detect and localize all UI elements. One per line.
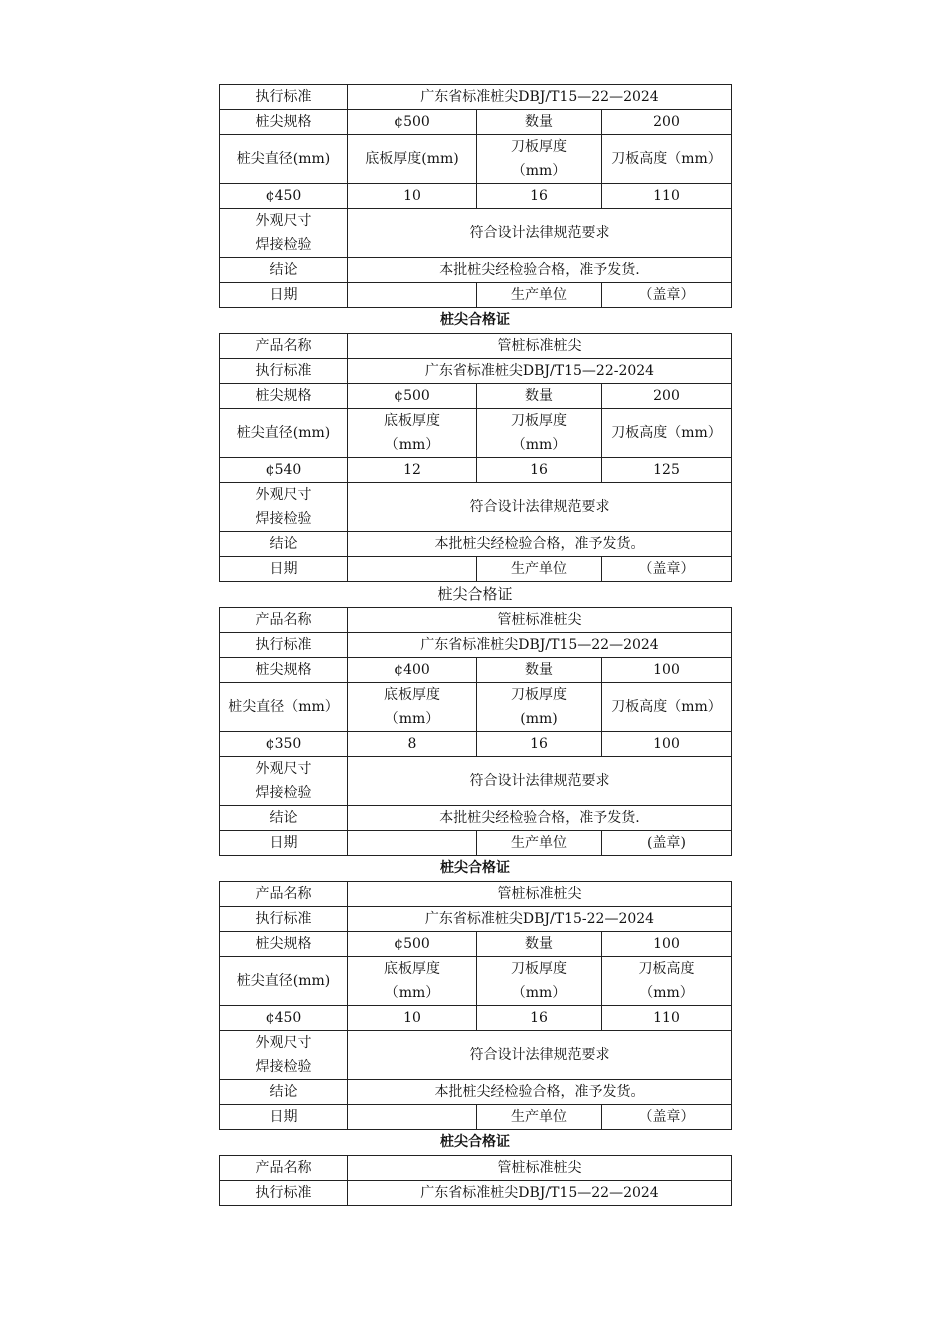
blade-thickness-header: 刀板厚度 （mm）	[477, 409, 602, 458]
date-value	[348, 283, 477, 308]
appearance-label: 外观尺寸 焊接检验	[220, 483, 348, 532]
spec-row	[220, 110, 732, 135]
product-row	[220, 882, 732, 907]
product-row	[220, 334, 732, 359]
product-value: 管桩标准桩尖	[348, 608, 732, 633]
date-value	[348, 1105, 477, 1130]
diameter-value: ¢540	[220, 458, 348, 483]
appearance-label: 外观尺寸 焊接检验	[220, 209, 348, 258]
quantity-value: 200	[602, 384, 732, 409]
conclusion-label: 结论	[220, 532, 348, 557]
appearance-value: 符合设计法律规范要求	[348, 483, 732, 532]
standard-row	[220, 633, 732, 658]
certificate-title: 桩尖合格证	[440, 1134, 510, 1150]
base-thickness-value: 8	[348, 732, 477, 757]
quantity-value: 100	[602, 658, 732, 683]
standard-value: 广东省标准桩尖DBJ/T15—22—2024	[348, 1181, 732, 1206]
spec-label: 桩尖规格	[220, 932, 348, 957]
blade-height-value: 110	[602, 184, 732, 209]
blade-height-value: 100	[602, 732, 732, 757]
manufacturer-label: 生产单位	[477, 557, 602, 582]
blade-height-value: 125	[602, 458, 732, 483]
conclusion-value: 本批桩尖经检验合格，准予发货。	[348, 532, 732, 557]
base-thickness-header: 底板厚度(mm)	[348, 135, 477, 184]
standard-row	[220, 359, 732, 384]
product-value: 管桩标准桩尖	[348, 1156, 732, 1181]
spec-row	[220, 658, 732, 683]
certificate-sheet	[219, 84, 731, 1206]
quantity-label: 数量	[477, 384, 602, 409]
quantity-value: 100	[602, 932, 732, 957]
certificate-table	[219, 84, 732, 308]
certificate-table	[219, 1155, 732, 1206]
dimension-header-row	[220, 683, 732, 732]
base-thickness-header: 底板厚度 （mm）	[348, 957, 477, 1006]
conclusion-label: 结论	[220, 806, 348, 831]
standard-label: 执行标准	[220, 633, 348, 658]
standard-label: 执行标准	[220, 1181, 348, 1206]
seal-value: （盖章）	[602, 1105, 732, 1130]
conclusion-row	[220, 806, 732, 831]
spec-row	[220, 384, 732, 409]
appearance-row	[220, 1031, 732, 1080]
dimension-header-row	[220, 957, 732, 1006]
diameter-value: ¢450	[220, 184, 348, 209]
blade-thickness-value: 16	[477, 732, 602, 757]
diameter-header: 桩尖直径（mm）	[220, 683, 348, 732]
diameter-header: 桩尖直径(mm)	[220, 135, 348, 184]
blade-thickness-value: 16	[477, 184, 602, 209]
conclusion-value: 本批桩尖经检验合格，准予发货。	[348, 1080, 732, 1105]
standard-row	[220, 85, 732, 110]
date-row	[220, 1105, 732, 1130]
spec-value: ¢500	[348, 932, 477, 957]
blade-height-header: 刀板高度（mm）	[602, 135, 732, 184]
diameter-value: ¢450	[220, 1006, 348, 1031]
appearance-value: 符合设计法律规范要求	[348, 757, 732, 806]
standard-value: 广东省标准桩尖DBJ/T15—22-2024	[348, 359, 732, 384]
appearance-label: 外观尺寸 焊接检验	[220, 1031, 348, 1080]
certificate-table	[219, 607, 732, 856]
quantity-label: 数量	[477, 658, 602, 683]
manufacturer-label: 生产单位	[477, 831, 602, 856]
date-value	[348, 557, 477, 582]
base-thickness-value: 12	[348, 458, 477, 483]
manufacturer-label: 生产单位	[477, 1105, 602, 1130]
blade-height-value: 110	[602, 1006, 732, 1031]
diameter-value: ¢350	[220, 732, 348, 757]
conclusion-row	[220, 258, 732, 283]
spec-label: 桩尖规格	[220, 110, 348, 135]
date-row	[220, 557, 732, 582]
product-label: 产品名称	[220, 1156, 348, 1181]
spec-label: 桩尖规格	[220, 384, 348, 409]
dimension-value-row	[220, 184, 732, 209]
blade-height-header: 刀板高度 （mm）	[602, 957, 732, 1006]
dimension-header-row	[220, 409, 732, 458]
product-label: 产品名称	[220, 882, 348, 907]
appearance-value: 符合设计法律规范要求	[348, 209, 732, 258]
spec-value: ¢500	[348, 110, 477, 135]
base-thickness-value: 10	[348, 1006, 477, 1031]
date-value	[348, 831, 477, 856]
standard-value: 广东省标准桩尖DBJ/T15—22—2024	[348, 85, 732, 110]
conclusion-value: 本批桩尖经检验合格，准予发货.	[348, 806, 732, 831]
blade-height-header: 刀板高度（mm）	[602, 683, 732, 732]
certificate-table	[219, 881, 732, 1130]
product-value: 管桩标准桩尖	[348, 882, 732, 907]
conclusion-row	[220, 1080, 732, 1105]
date-label: 日期	[220, 831, 348, 856]
conclusion-label: 结论	[220, 1080, 348, 1105]
blade-thickness-value: 16	[477, 458, 602, 483]
spec-row	[220, 932, 732, 957]
quantity-label: 数量	[477, 110, 602, 135]
base-thickness-header: 底板厚度 （mm）	[348, 409, 477, 458]
diameter-header: 桩尖直径(mm)	[220, 957, 348, 1006]
standard-label: 执行标准	[220, 907, 348, 932]
standard-row	[220, 907, 732, 932]
product-label: 产品名称	[220, 334, 348, 359]
dimension-value-row	[220, 1006, 732, 1031]
seal-value: （盖章）	[602, 283, 732, 308]
quantity-label: 数量	[477, 932, 602, 957]
blade-height-header: 刀板高度（mm）	[602, 409, 732, 458]
diameter-header: 桩尖直径(mm)	[220, 409, 348, 458]
certificate-title: 桩尖合格证	[437, 585, 513, 603]
standard-label: 执行标准	[220, 85, 348, 110]
date-row	[220, 831, 732, 856]
conclusion-row	[220, 532, 732, 557]
date-label: 日期	[220, 283, 348, 308]
base-thickness-value: 10	[348, 184, 477, 209]
dimension-header-row	[220, 135, 732, 184]
certificate-table	[219, 333, 732, 582]
standard-value: 广东省标准桩尖DBJ/T15—22—2024	[348, 633, 732, 658]
standard-value: 广东省标准桩尖DBJ/T15-22—2024	[348, 907, 732, 932]
appearance-value: 符合设计法律规范要求	[348, 1031, 732, 1080]
dimension-value-row	[220, 458, 732, 483]
conclusion-value: 本批桩尖经检验合格，准予发货.	[348, 258, 732, 283]
seal-value: （盖章）	[602, 557, 732, 582]
blade-thickness-header: 刀板厚度 （mm）	[477, 135, 602, 184]
product-value: 管桩标准桩尖	[348, 334, 732, 359]
date-label: 日期	[220, 557, 348, 582]
appearance-label: 外观尺寸 焊接检验	[220, 757, 348, 806]
appearance-row	[220, 757, 732, 806]
date-row	[220, 283, 732, 308]
date-label: 日期	[220, 1105, 348, 1130]
conclusion-label: 结论	[220, 258, 348, 283]
product-row	[220, 608, 732, 633]
blade-thickness-header: 刀板厚度 (mm)	[477, 683, 602, 732]
blade-thickness-header: 刀板厚度 （mm）	[477, 957, 602, 1006]
spec-value: ¢500	[348, 384, 477, 409]
certificate-title: 桩尖合格证	[440, 312, 510, 328]
standard-row	[220, 1181, 732, 1206]
base-thickness-header: 底板厚度 （mm）	[348, 683, 477, 732]
appearance-row	[220, 483, 732, 532]
appearance-row	[220, 209, 732, 258]
manufacturer-label: 生产单位	[477, 283, 602, 308]
quantity-value: 200	[602, 110, 732, 135]
spec-value: ¢400	[348, 658, 477, 683]
certificate-title: 桩尖合格证	[440, 860, 510, 876]
dimension-value-row	[220, 732, 732, 757]
product-row	[220, 1156, 732, 1181]
product-label: 产品名称	[220, 608, 348, 633]
spec-label: 桩尖规格	[220, 658, 348, 683]
seal-value: (盖章)	[602, 831, 732, 856]
standard-label: 执行标准	[220, 359, 348, 384]
blade-thickness-value: 16	[477, 1006, 602, 1031]
